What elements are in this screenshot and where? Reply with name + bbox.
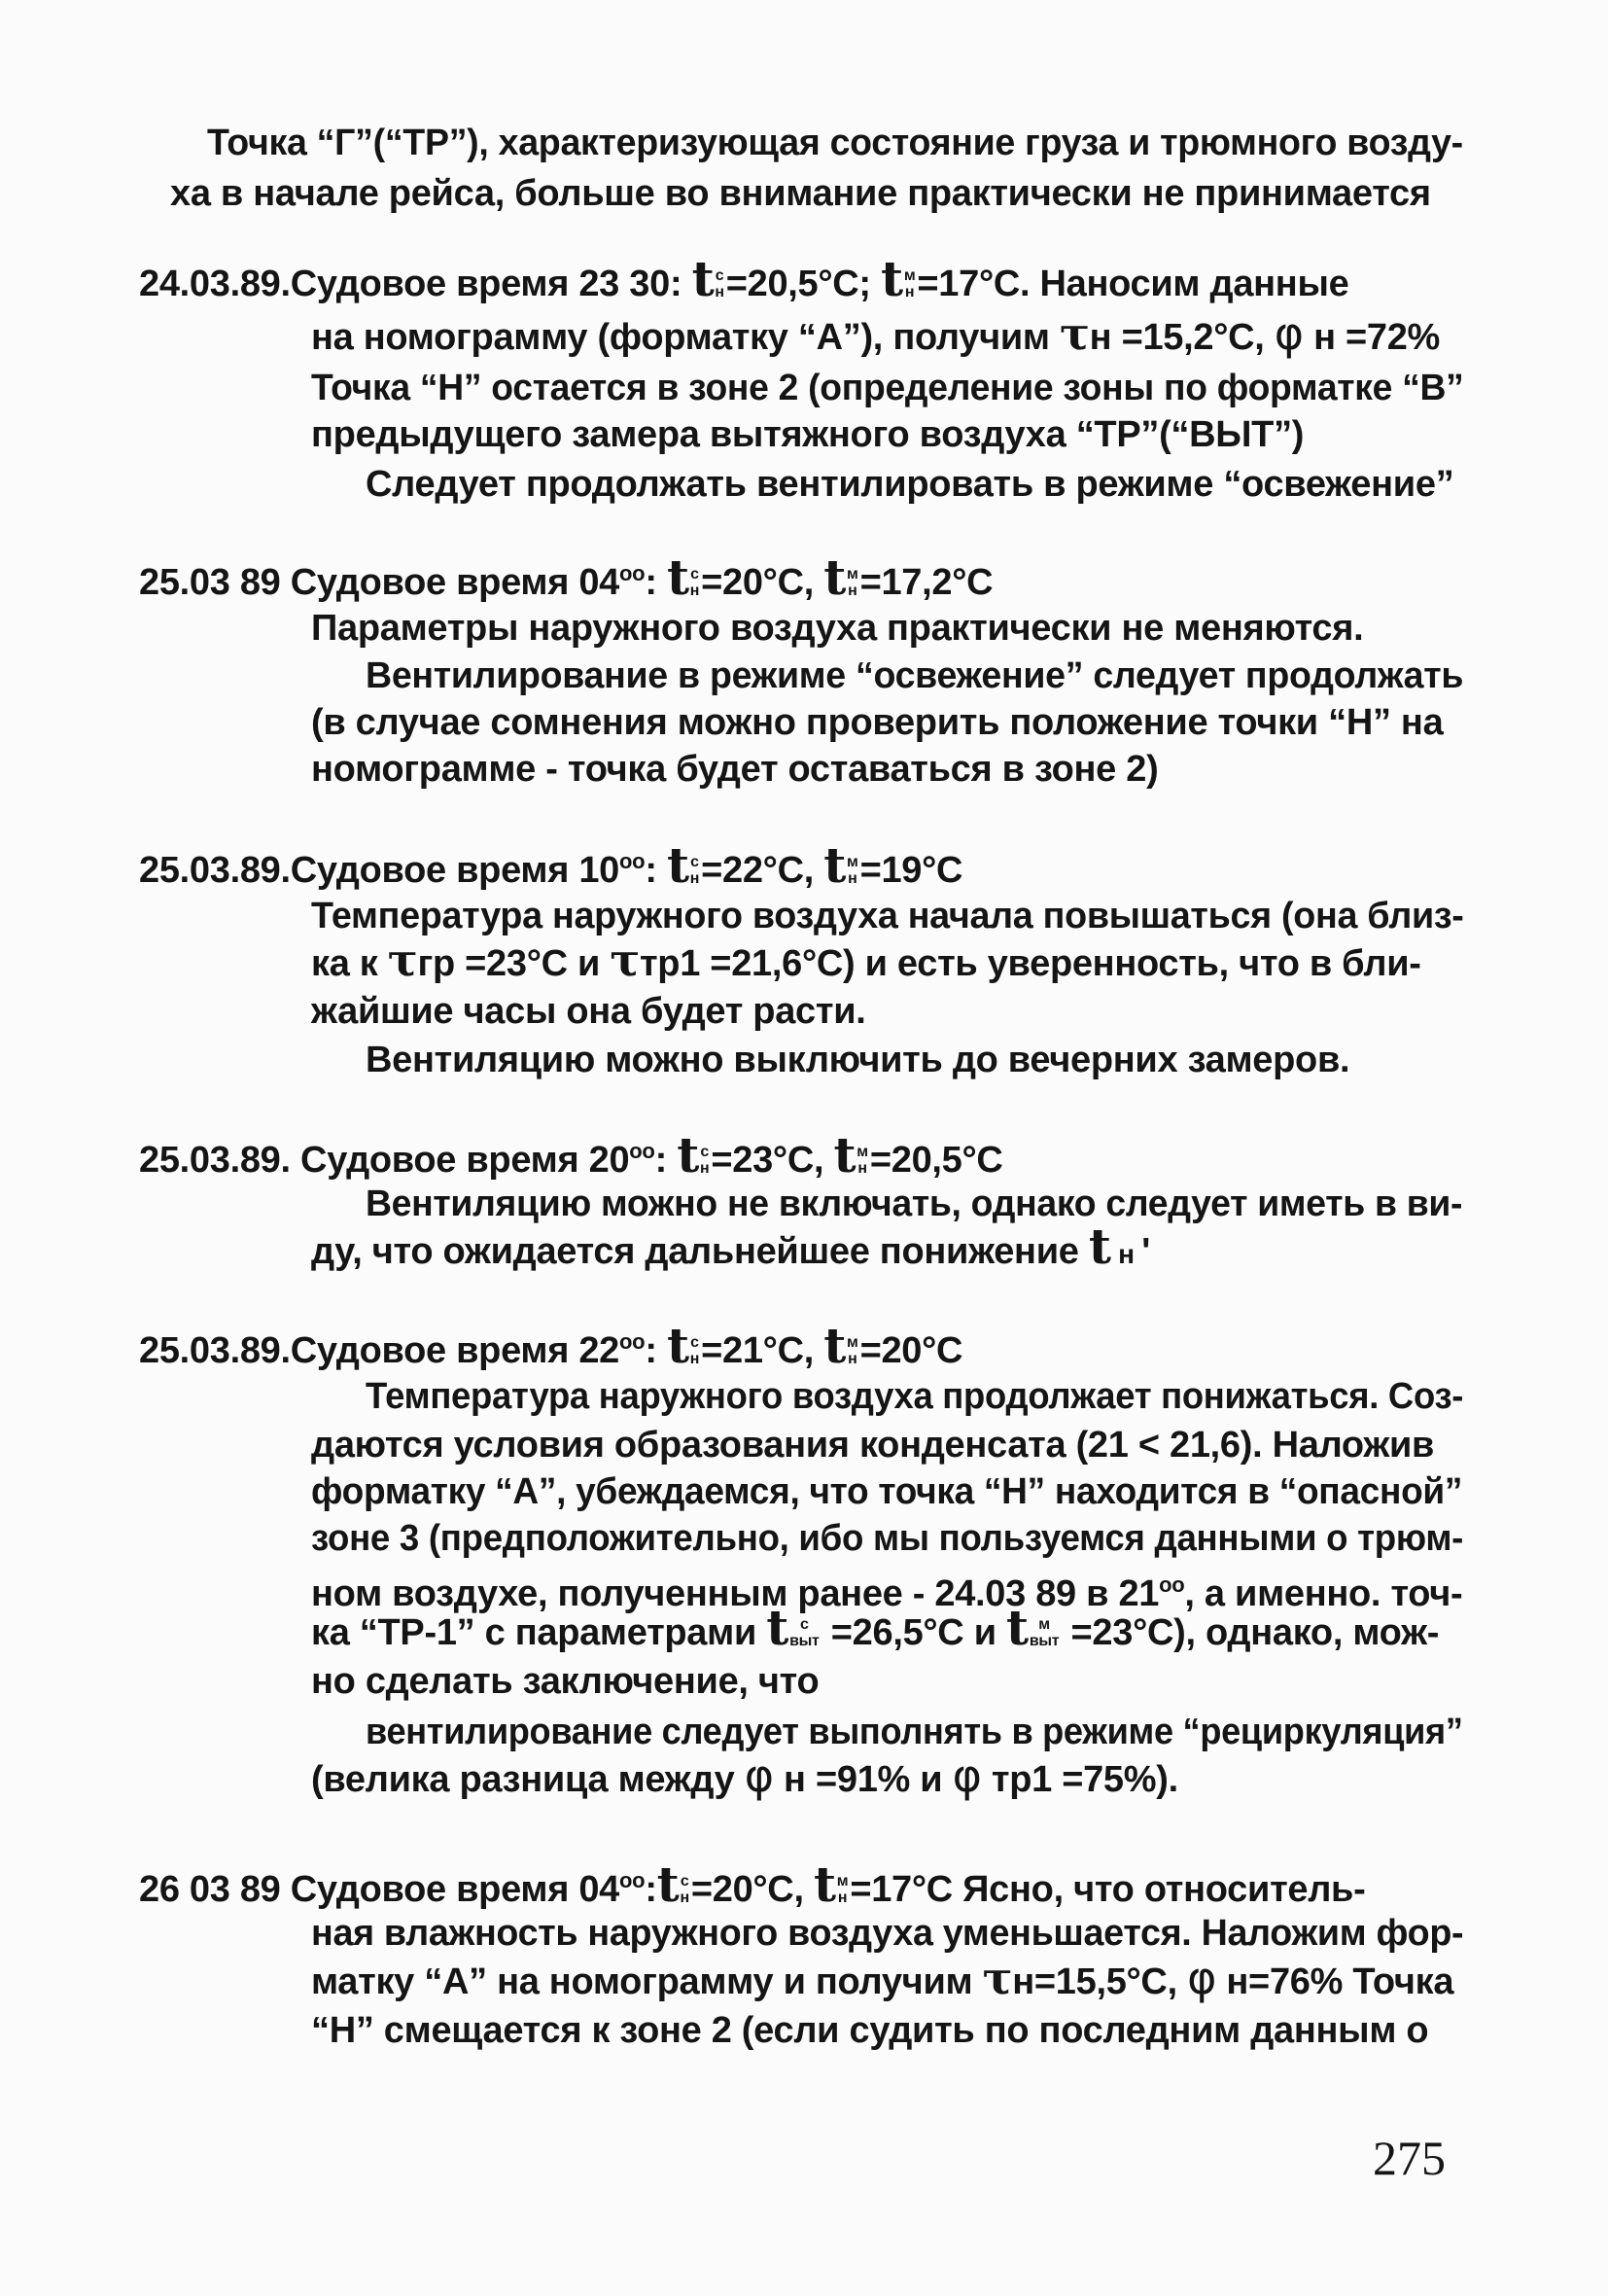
entry-2-line-5: номограмме - точка будет оставаться в зоне 2)	[311, 749, 1159, 790]
entry-3-line-2: Температура наружного воздуха начала повышаться (она близ-	[311, 896, 1464, 936]
entry-4-line-3: ду, что ожидается дальнейшее понижение t н '	[311, 1218, 1150, 1275]
entry-date: 26 03 89	[139, 1869, 291, 1910]
entry-6-line-3: матку “А” на номограмму и получим τн=15,5°С, φ н=76% Точка	[311, 1952, 1454, 2004]
intro-line-1: Точка “Г”(“ТР”), характеризующая состояние груза и трюмного возду-	[207, 123, 1463, 163]
entry-3-line-1: 25.03.89.Судовое время $10^{оо}$: t с н =22°С, t м н =19°С	[139, 836, 963, 894]
entry-date: 25.03 89	[139, 562, 291, 603]
entry-date: 25.03.89.	[139, 1140, 301, 1181]
entry-2-line-4: (в случае сомнения можно проверить положение точки “Н” на	[311, 702, 1444, 743]
entry-5-line-5: зоне 3 (предположительно, ибо мы пользуемся данными о трюм-	[311, 1518, 1464, 1559]
entry-5-line-10: (велика разница между φ н =91% и φ тр1 =75%).	[311, 1749, 1178, 1802]
page-number: 275	[1373, 2131, 1446, 2185]
entry-3-line-4: жайшие часы она будет расти.	[311, 991, 866, 1032]
entry-5-line-9: вентилирование следует выполнять в режиме “рециркуляция”	[366, 1712, 1463, 1752]
entry-6-line-1: 26 03 89 Судовое время $04^{оо}:t$ с н =20°С, t м н =17°С Ясно, что относитель-	[139, 1855, 1366, 1913]
entry-4-line-2: Вентиляцию можно не включать, однако следует иметь в ви-	[366, 1183, 1463, 1224]
entry-6-line-4: “Н” смещается к зоне 2 (если судить по последним данным о	[311, 2010, 1429, 2051]
entry-1-line-2: на номограмму (форматку “А”), получим τн =15,2°С, φ н =72%	[311, 307, 1441, 360]
entry-5-line-2: Температура наружного воздуха продолжает понижаться. Соз-	[366, 1376, 1464, 1417]
entry-1-line-4: предыдущего замера вытяжного воздуха “ТР”(“ВЫТ”)	[311, 414, 1305, 455]
intro-line-2: ха в начале рейса, больше во внимание практически не принимается	[170, 173, 1431, 214]
entry-2-line-1: 25.03 89 Судовое время $04^{оо}$: t с н =20°С, t м н =17,2°С	[139, 548, 994, 606]
entry-5-line-8: но сделать заключение, что	[311, 1661, 820, 1702]
entry-2-line-3: Вентилирование в режиме “освежение” следует продолжать	[366, 655, 1464, 696]
entry-2-line-2: Параметры наружного воздуха практически не меняются.	[311, 608, 1364, 649]
entry-3-line-3: ка к τгр =23°С и τтр1 =21,6°С) и есть уверенность, что в бли-	[311, 934, 1421, 986]
entry-5-line-3: даются условия образования конденсата (21 < 21,6). Наложив	[311, 1425, 1435, 1466]
entry-5-line-7: ка “ТР-1” с параметрами t с выт =26,5°С и t м выт =23°С), однако, мож-	[311, 1599, 1440, 1656]
entry-1-line-3: Точка “Н” остается в зоне 2 (определение зоны по форматке “В”	[311, 368, 1464, 408]
entry-1-line-1: 24.03.89.Судовое время 23 30: t с н =20,5°С; t м н =17°С. Наносим данные	[139, 250, 1349, 307]
entry-1-line-5: Следует продолжать вентилировать в режиме “освежение”	[366, 464, 1454, 505]
entry-5-line-4: форматку “А”, убеждаемся, что точка “Н” находится в “опасной”	[311, 1471, 1463, 1512]
entry-5-line-1: 25.03.89.Судовое время $22^{оо}$: t с н =21°С, t м н =20°С	[139, 1317, 963, 1374]
entry-date: 24.03.89.	[139, 264, 291, 304]
entry-3-line-5: Вентиляцию можно выключить до вечерних замеров.	[366, 1040, 1350, 1080]
entry-date: 25.03.89.	[139, 1330, 291, 1371]
entry-6-line-2: ная влажность наружного воздуха уменьшается. Наложим фор-	[311, 1913, 1464, 1954]
entry-5-line-6: ном воздухе, полученным ранее - 24.03 89 в $21^{оо}$, а именно. точ-	[311, 1572, 1463, 1614]
entry-date: 25.03.89.	[139, 850, 291, 891]
entry-4-line-1: 25.03.89. Судовое время $20^{оо}$: t с н =23°С, t м н =20,5°С	[139, 1126, 1003, 1183]
